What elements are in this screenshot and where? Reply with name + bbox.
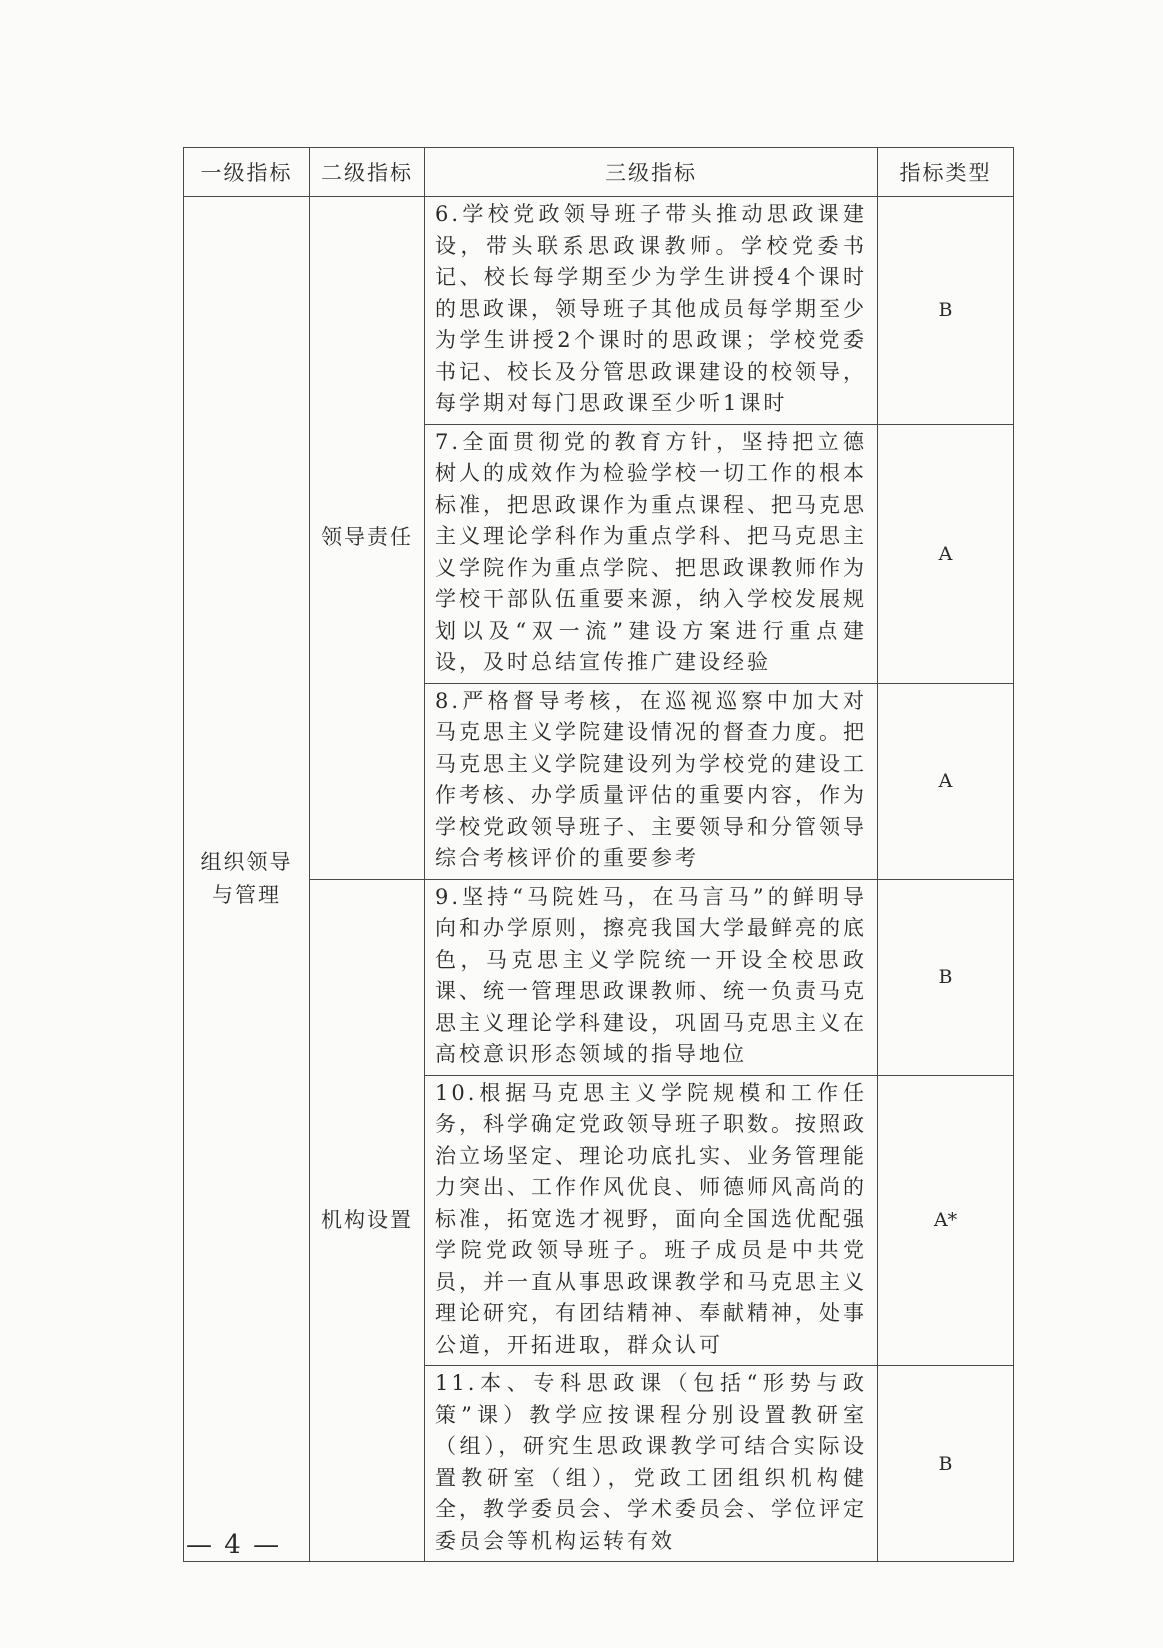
indicator-text: 10.根据马克思主义学院规模和工作任务，科学确定党政领导班子职数。按照政治立场坚定、理论功底扎实、业务管理能力突出、工作作风优良、师德师风高尚的标准，拓宽选才视野，面向全国选优配强学院党政领导班子。班子成员是中共党员，并一直从事思政课教学和马克思主义理论研究，有团结精神、奉献精神，处事公道，开拓进取，群众认可 [425, 1075, 878, 1366]
table-header-row [184, 148, 1014, 197]
level1-cell [184, 197, 310, 1562]
header-level3: 三级指标 [425, 148, 878, 197]
indicator-text: 7.全面贯彻党的教育方针，坚持把立德树人的成效作为检验学校一切工作的根本标准，把思政课作为重点课程、把马克思主义理论学科作为重点学科、把马克思主义学院作为重点学院、把思政课教师作为学校干部队伍重要来源，纳入学校发展规划以及“双一流”建设方案进行重点建设，及时总结宣传推广建设经验 [425, 424, 878, 683]
header-level1: 一级指标 [184, 148, 310, 197]
header-level2: 二级指标 [310, 148, 425, 197]
level2-cell-organization [310, 879, 425, 1562]
indicator-type: A* [878, 1075, 1014, 1366]
level1-label: 组织领导与管理 [200, 850, 293, 907]
indicator-text: 11.本、专科思政课（包括“形势与政策”课）教学应按课程分别设置教研室（组），研究生思政课教学可结合实际设置教研室（组），党政工团组织机构健全，教学委员会、学术委员会、学位评定委员会等机构运转有效 [425, 1366, 878, 1562]
indicator-table [183, 147, 1014, 1562]
indicator-text: 8.严格督导考核，在巡视巡察中加大对马克思主义学院建设情况的督查力度。把马克思主义学院建设列为学校党的建设工作考核、办学质量评估的重要内容，作为学校党政领导班子、主要领导和分管领导综合考核评价的重要参考 [425, 683, 878, 879]
indicator-text: 6.学校党政领导班子带头推动思政课建设，带头联系思政课教师。学校党委书记、校长每学期至少为学生讲授4个课时的思政课，领导班子其他成员每学期至少为学生讲授2个课时的思政课；学校党委书记、校长及分管思政课建设的校领导，每学期对每门思政课至少听1课时 [425, 197, 878, 425]
header-type: 指标类型 [878, 148, 1014, 197]
indicator-type: B [878, 879, 1014, 1075]
indicator-type: A [878, 424, 1014, 683]
level2-cell-leadership [310, 197, 425, 880]
indicator-type: A [878, 683, 1014, 879]
level2-label: 机构设置 [321, 1207, 413, 1232]
level2-label: 领导责任 [321, 525, 413, 550]
indicator-text: 9.坚持“马院姓马，在马言马”的鲜明导向和办学原则，擦亮我国大学最鲜亮的底色，马克思主义学院统一开设全校思政课、统一管理思政课教师、统一负责马克思主义理论学科建设，巩固马克思主义在高校意识形态领域的指导地位 [425, 879, 878, 1075]
indicator-type: B [878, 1366, 1014, 1562]
page-number: — 4 — [186, 1530, 282, 1560]
indicator-type: B [878, 197, 1014, 425]
table-row [184, 197, 1014, 425]
